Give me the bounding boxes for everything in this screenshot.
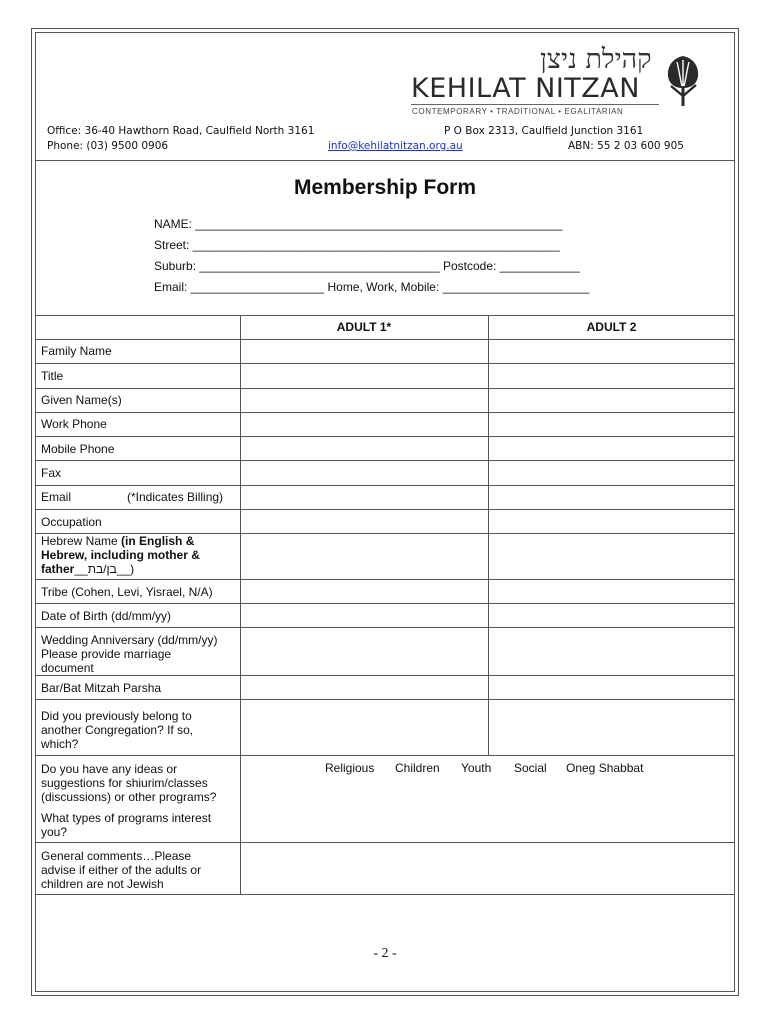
wedding-line-3: document: [41, 661, 94, 675]
table-row-border: [35, 842, 735, 843]
comments-line-1: General comments…Please: [41, 849, 192, 863]
hebrew-name-note-3: father: [41, 562, 75, 576]
table-col-border: [488, 315, 489, 755]
row-label-occupation: Occupation: [41, 515, 102, 529]
hebrew-name-label: Hebrew Name: [41, 534, 122, 548]
table-bottom-border: [35, 894, 735, 895]
table-row-border: [35, 579, 735, 580]
row-label-email: Email: [41, 490, 72, 504]
hebrew-name-note-2: Hebrew, including mother &: [41, 548, 200, 562]
table-row-border: [35, 460, 735, 461]
ideas-line-1: Do you have any ideas or: [41, 762, 178, 776]
header-adult-1: ADULT 1*: [336, 320, 392, 334]
table-row-border: [35, 485, 735, 486]
name-field[interactable]: NAME: _______________________________________________________: [154, 217, 563, 231]
billing-note: (*Indicates Billing): [127, 490, 224, 504]
ideas-line-3: (discussions) or other programs?: [41, 790, 217, 804]
office-address: Office: 36-40 Hawthorn Road, Caulfield North 3161: [47, 125, 315, 137]
table-row-border: [35, 436, 735, 437]
hebrew-name-note-4: __בן/בת__): [74, 562, 135, 576]
row-label-given-names: Given Name(s): [41, 393, 122, 407]
wedding-line-1: Wedding Anniversary (dd/mm/yy): [41, 633, 218, 647]
table-row-border: [35, 363, 735, 364]
row-label-previous-congregation: [41, 709, 193, 751]
congregation-line-3: which?: [41, 737, 79, 751]
row-label-general-comments: [41, 849, 201, 891]
street-field[interactable]: Street: _______________________________________________________: [154, 238, 560, 252]
row-label-ideas: [41, 762, 216, 804]
logo-name: KEHILAT NITZAN: [411, 73, 640, 104]
header-adult-2: ADULT 2: [586, 320, 637, 334]
row-label-title: Title: [41, 369, 64, 383]
hebrew-name-note-1: (in English &: [121, 534, 195, 548]
program-option-social[interactable]: Social: [514, 761, 547, 775]
phone-number: Phone: (03) 9500 0906: [47, 140, 169, 152]
ideas-line-2: suggestions for shiurim/classes: [41, 776, 208, 790]
row-label-family-name: Family Name: [41, 344, 112, 358]
table-row-border: [35, 339, 735, 340]
row-label-tribe: Tribe (Cohen, Levi, Yisrael, N/A): [41, 585, 213, 599]
program-option-religious[interactable]: Religious: [325, 761, 375, 775]
table-row-border: [35, 627, 735, 628]
letterhead-divider: [35, 160, 735, 161]
comments-line-3: children are not Jewish: [41, 877, 164, 891]
row-label-bar-bat-mitzvah: Bar/Bat Mitzah Parsha: [41, 681, 162, 695]
page-title: Membership Form: [293, 176, 477, 199]
row-label-wedding-anniversary: [41, 633, 218, 675]
table-row-border: [35, 412, 735, 413]
table-row-border: [35, 699, 735, 700]
program-option-children[interactable]: Children: [395, 761, 440, 775]
row-label-program-types: [41, 811, 211, 839]
email-phone-field[interactable]: Email: ____________________ Home, Work, Mobile: ______________________: [154, 280, 590, 294]
email-link[interactable]: info@kehilatnitzan.org.au: [328, 140, 463, 152]
logo-hebrew-text: קהילת ניצן: [540, 44, 652, 75]
table-row-border: [35, 675, 735, 676]
program-option-oneg-shabbat[interactable]: Oneg Shabbat: [566, 761, 644, 775]
table-col-border: [240, 315, 241, 894]
table-top-border: [35, 315, 735, 316]
row-label-work-phone: Work Phone: [41, 417, 107, 431]
page-number: - 2 -: [373, 946, 397, 961]
row-label-mobile-phone: Mobile Phone: [41, 442, 115, 456]
table-row-border: [35, 509, 735, 510]
row-label-dob: Date of Birth (dd/mm/yy): [41, 609, 172, 623]
row-label-hebrew-name: [41, 534, 237, 576]
program-option-youth[interactable]: Youth: [461, 761, 492, 775]
types-line-2: you?: [41, 825, 68, 839]
types-line-1: What types of programs interest: [41, 811, 212, 825]
row-label-fax: Fax: [41, 466, 62, 480]
table-row-border: [35, 388, 735, 389]
congregation-line-1: Did you previously belong to: [41, 709, 192, 723]
table-row-border: [35, 755, 735, 756]
suburb-postcode-field[interactable]: Suburb: ____________________________________ Postcode: ____________: [154, 259, 580, 273]
table-row-border: [35, 603, 735, 604]
abn-number: ABN: 55 2 03 600 905: [568, 140, 684, 152]
logo-tagline: CONTEMPORARY • TRADITIONAL • EGALITARIAN: [412, 107, 624, 116]
comments-line-2: advise if either of the adults or: [41, 863, 202, 877]
congregation-line-2: another Congregation? If so,: [41, 723, 194, 737]
wedding-line-2: Please provide marriage: [41, 647, 172, 661]
po-box: P O Box 2313, Caulfield Junction 3161: [444, 125, 644, 137]
tree-logo-icon: [663, 52, 703, 110]
logo-divider: [411, 104, 659, 105]
